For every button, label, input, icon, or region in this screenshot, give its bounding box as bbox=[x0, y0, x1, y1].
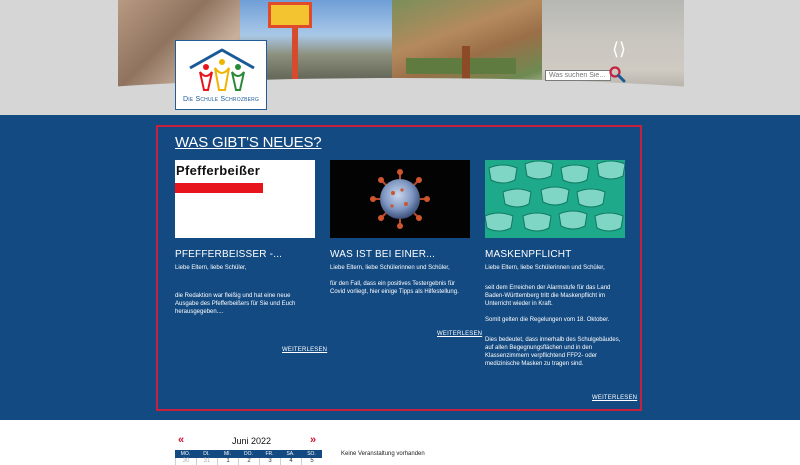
news-card-title[interactable]: WAS IST BEI EINER... bbox=[330, 249, 436, 260]
news-card-pfefferbeisser bbox=[175, 160, 315, 324]
coronavirus-icon bbox=[330, 160, 470, 238]
news-card-maskenpflicht bbox=[485, 160, 625, 376]
playground-planks-shape bbox=[406, 58, 516, 74]
news-card-title[interactable]: PFEFFERBEISSER -... bbox=[175, 249, 283, 260]
calendar-day[interactable]: 5 bbox=[301, 458, 322, 465]
calendar-day[interactable]: 2 bbox=[238, 458, 259, 465]
events-empty-message: Keine Veranstaltung vorhanden bbox=[341, 451, 425, 457]
news-card-greeting: Liebe Eltern, liebe Schülerinnen und Schüler, bbox=[485, 265, 605, 271]
news-card-image-masks[interactable] bbox=[485, 160, 625, 238]
news-card-title[interactable]: MASKENPFLICHT bbox=[485, 249, 572, 260]
pfefferbeisser-red-bar bbox=[175, 183, 263, 193]
calendar-day[interactable]: 4 bbox=[280, 458, 301, 465]
readmore-link-covid[interactable]: WEITERLESEN bbox=[437, 331, 483, 337]
news-section bbox=[0, 115, 800, 420]
news-card-text bbox=[485, 264, 625, 368]
weekday-label: SA. bbox=[286, 451, 295, 457]
news-card-greeting: Liebe Eltern, liebe Schüler, bbox=[175, 265, 247, 271]
news-card-para-3: Dies bedeutet, dass innerhalb des Schulgebäudes, auf allen Begegnungsflächen und in den Klassenzimmern verpflichtend FFP2- oder medizinische Masken zu tragen sind. bbox=[485, 337, 621, 367]
weekday-label: DI. bbox=[203, 451, 210, 457]
calendar-section bbox=[0, 420, 800, 465]
calendar-day[interactable]: 1 bbox=[217, 458, 238, 465]
weekday-label: FR. bbox=[265, 451, 274, 457]
angle-brackets-icon[interactable]: ⟨⟩ bbox=[612, 39, 627, 59]
news-box bbox=[156, 125, 642, 411]
news-card-image-virus[interactable] bbox=[330, 160, 470, 238]
face-mask-pattern-icon bbox=[485, 160, 625, 238]
search-input[interactable] bbox=[545, 70, 611, 81]
readmore-link-maskenpflicht[interactable]: WEITERLESEN bbox=[592, 395, 638, 401]
readmore-link-pfefferbeisser[interactable]: WEITERLESEN bbox=[282, 347, 328, 353]
news-card-body: für den Fall, dass ein positives Testergebnis für Covid vorliegt, hier einige Tipps als Hilfestellung. bbox=[330, 281, 459, 295]
calendar-week-row bbox=[175, 458, 322, 465]
weekday-label: MI. bbox=[224, 451, 231, 457]
weekday-label: MO. bbox=[180, 451, 191, 457]
school-logo[interactable] bbox=[175, 40, 267, 110]
news-section-title[interactable]: WAS GIBT'S NEUES? bbox=[175, 134, 322, 151]
news-card-para-2: Somit gelten die Regelungen vom 18. Oktober. bbox=[485, 317, 610, 323]
calendar-prev-button[interactable]: « bbox=[178, 434, 185, 446]
news-card-text bbox=[175, 264, 315, 316]
news-card-text bbox=[330, 264, 470, 296]
search-icon[interactable] bbox=[608, 65, 626, 83]
calendar-next-button[interactable]: » bbox=[310, 434, 317, 446]
weekday-label: SO. bbox=[307, 451, 316, 457]
basketball-hoop-shape bbox=[268, 2, 312, 28]
calendar-weekday-header bbox=[175, 450, 322, 458]
site-header bbox=[0, 0, 800, 115]
calendar-day[interactable]: 30 bbox=[175, 458, 196, 465]
news-card-body: die Redaktion war fleißig und hat eine neue Ausgabe des Pfefferbeißers für Sie und Euch herausgegeben.... bbox=[175, 293, 296, 315]
pfefferbeisser-image-title: Pfefferbeißer bbox=[176, 163, 261, 178]
school-logo-text: Die Schule Schrozberg bbox=[182, 96, 260, 103]
news-card-covid bbox=[330, 160, 470, 304]
calendar-day[interactable]: 3 bbox=[259, 458, 280, 465]
calendar-month-title: Juni 2022 bbox=[232, 436, 272, 446]
news-card-para-1: seit dem Erreichen der Alarmstufe für das Land Baden-Württemberg tritt die Maskenpflicht im Unterricht wieder in Kraft. bbox=[485, 285, 611, 307]
calendar-day[interactable]: 31 bbox=[196, 458, 217, 465]
weekday-label: DO. bbox=[244, 451, 253, 457]
news-card-image-pfefferbeisser[interactable] bbox=[175, 160, 315, 238]
news-card-greeting: Liebe Eltern, liebe Schülerinnen und Schüler, bbox=[330, 265, 450, 271]
school-logo-icon bbox=[186, 46, 258, 92]
